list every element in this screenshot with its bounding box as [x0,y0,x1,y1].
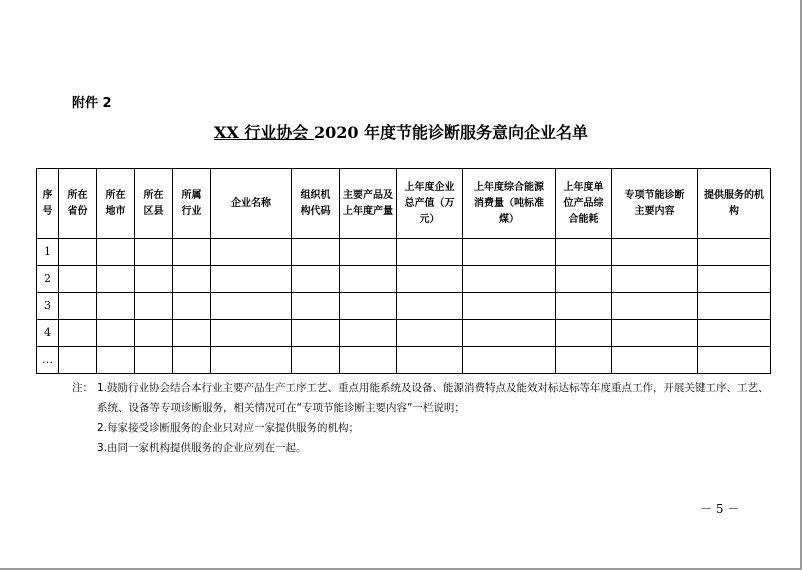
column-header-company-name: 企业名称 [211,169,292,239]
row-index: 3 [37,293,59,320]
column-header-diagnosis-content: 专项节能诊断主要内容 [612,169,698,239]
table-row [37,266,771,293]
note-text-1: 1.鼓励行业协会结合本行业主要产品生产工序工艺、重点用能系统及设备、能源消费特点及能效对标达标等年度重点工作，开展关键工序、工艺、系统、设备等专项诊断服务，相关情况可在“专项节能诊断主要内容”一栏说明； [97,382,769,414]
column-header-index: 序号 [37,169,59,239]
row-index: 4 [37,320,59,347]
column-header-products-output: 主要产品及上年度产量 [340,169,397,239]
note-item-1 [72,378,772,418]
row-index: … [37,347,59,374]
title-main: 2020 年度节能诊断服务意向企业名单 [313,123,589,142]
column-header-org-code: 组织机构代码 [292,169,340,239]
table-header-row [37,169,771,239]
note-item-2 [72,418,772,438]
column-header-unit-energy: 上年度单位产品综合能耗 [556,169,612,239]
document-title [0,120,802,143]
table-row [37,293,771,320]
column-header-service-provider: 提供服务的机构 [698,169,771,239]
note-text-2: 2.每家接受诊断服务的企业只对应一家提供服务的机构； [97,422,360,434]
title-organization: XX 行业协会 [213,123,314,142]
column-header-industry: 所属行业 [173,169,211,239]
notes-prefix: 注： [72,382,93,394]
row-index: 2 [37,266,59,293]
column-header-province: 所在省份 [59,169,97,239]
table-row [37,239,771,266]
column-header-county: 所在区县 [135,169,173,239]
column-header-output-value: 上年度企业总产值（万元） [397,169,463,239]
enterprise-roster-table [36,168,771,374]
column-header-city: 所在地市 [97,169,135,239]
attachment-label: 附件 2 [72,96,112,111]
notes-section [72,378,772,458]
page-number: － 5 － [700,502,740,516]
table-row [37,320,771,347]
column-header-energy-consumption: 上年度综合能源消费量（吨标准煤） [463,169,556,239]
table-row [37,347,771,374]
row-index: 1 [37,239,59,266]
note-text-3: 3.由同一家机构提供服务的企业应列在一起。 [97,442,307,454]
note-item-3 [72,438,772,458]
